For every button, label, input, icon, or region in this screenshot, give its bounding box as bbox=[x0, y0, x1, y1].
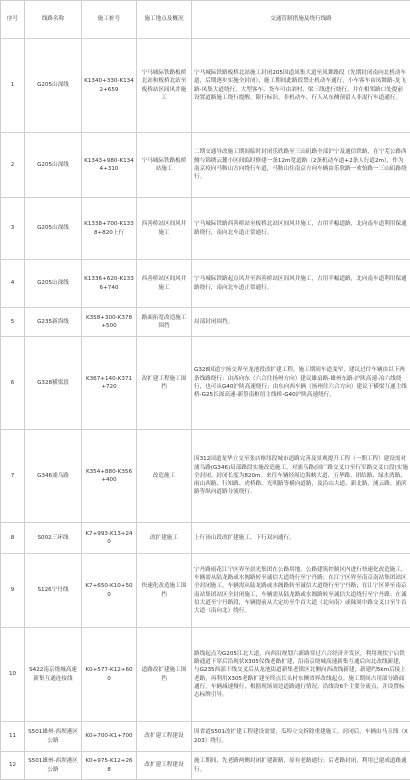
table-row bbox=[1, 628, 410, 722]
row-location: 改扩建工程建设 bbox=[137, 752, 192, 780]
row-pile: K7+650-K10+500 bbox=[82, 554, 137, 628]
table-row bbox=[1, 554, 410, 628]
row-pile: K0+700-K1+700 bbox=[82, 722, 137, 752]
header-no: 序号 bbox=[1, 1, 25, 39]
table-row bbox=[1, 722, 410, 752]
row-location: 宁马城际铁路板桥站施工 bbox=[137, 133, 192, 198]
row-road: G235新海线 bbox=[25, 308, 82, 337]
row-no: 2 bbox=[1, 133, 25, 198]
row-no: 7 bbox=[1, 430, 25, 523]
row-location: 西善桥站区间风井施工 bbox=[137, 198, 192, 260]
row-pile: K7+993-K13+240 bbox=[82, 523, 137, 554]
table-row bbox=[1, 308, 410, 337]
row-road: G205山深线 bbox=[25, 198, 82, 260]
row-location: 改扩建工程施工围挡 bbox=[137, 337, 192, 430]
row-location: 快速化改造施工围挡 bbox=[137, 554, 192, 628]
row-location: 改扩建施工 bbox=[137, 523, 192, 554]
row-no: 4 bbox=[1, 260, 25, 308]
row-pile: K354+880-K356+400 bbox=[82, 430, 137, 523]
row-pile: K0+577-K12+600 bbox=[82, 628, 137, 722]
row-measure: 二期交通导改施工期间临时封闭乐欣路至三山矶路全部沪宁及通信铁路，在宁芜公路西侧与锦绣云麓小区间临时修建一条12m宽道路（2条机动车道+2条人行道2m），作为南京疫向马鞍山方向绕行车道，马鞍山往南京方向车辆由乐欣路一欢怡路一三山矶路绕行。 bbox=[192, 133, 410, 198]
row-road: S422南京绕城高速新集互通连接线 bbox=[25, 628, 82, 722]
row-no: 5 bbox=[1, 308, 25, 337]
table-row bbox=[1, 337, 410, 430]
row-road: G346浦乌路 bbox=[25, 430, 82, 523]
table-row bbox=[1, 198, 410, 260]
row-measure: 局部封闭围挡。 bbox=[192, 308, 410, 337]
row-road: S002三环线 bbox=[25, 523, 82, 554]
header-road: 线路名称 bbox=[25, 1, 82, 39]
row-location: 宁马城际铁路板桥北站和板桥北站至板桥站区间风井施工 bbox=[137, 39, 192, 133]
row-pile: K1336+620-K1336+740 bbox=[82, 260, 137, 308]
row-road: G205山深线 bbox=[25, 39, 82, 133]
row-location: 改造施工 bbox=[137, 430, 192, 523]
row-measure: 上行汤山段改扩建施工，下行双向通行。 bbox=[192, 523, 410, 554]
row-road: S126宁丹线 bbox=[25, 554, 82, 628]
row-location: 道路改扩建施工围挡 bbox=[137, 628, 192, 722]
row-measure: 路线起点为G205江北大道，向西沿规划六新路穿过六合经济开发区，利用现状宁启铁路通道下穿后沿现状X305仪线老路扩建，沿南京绕城高速新集互通后向北改线新建，与G235西部干线交叉后从龙池街道新集老镇区北侧向西改线新建，新建约5km后接上老路，再利用X305老路扩建至终点长头村东侧省界改线起点。施工期间占用部分路面通行，车辆减速慢行，根据现场周边道路通行情况，沿线设6个主要分流点，并设置标志标牌引导。 bbox=[192, 628, 410, 722]
table-header-row bbox=[1, 1, 410, 39]
table-row bbox=[1, 133, 410, 198]
row-road: S501雄州-西坝港区公路 bbox=[25, 752, 82, 780]
row-pile: K358+300-K378+500 bbox=[82, 308, 137, 337]
row-road: G328横梁段 bbox=[25, 337, 82, 430]
row-measure: 施工期间，先老路两侧封闭扩建新路，原有老路通行；后老路封闭，利用已建成道路通行。 bbox=[192, 752, 410, 780]
table-row bbox=[1, 523, 410, 554]
row-location: 改扩建工程建设 bbox=[137, 722, 192, 752]
row-measure: 宁马城际铁路西善桥站至板桥北站区间风井施工，占用半幅道路，北向南车道利用保通路绕行，南向北车道正常通行。 bbox=[192, 198, 410, 260]
row-no: 1 bbox=[1, 39, 25, 133]
table-row bbox=[1, 752, 410, 780]
header-measure: 交通管制措施及绕行线路 bbox=[192, 1, 410, 39]
row-no: 10 bbox=[1, 628, 25, 722]
row-no: 11 bbox=[1, 722, 25, 752]
header-pile: 施工桩号 bbox=[82, 1, 137, 39]
row-pile: K367+140-K371+720 bbox=[82, 337, 137, 430]
row-road: G205山深线 bbox=[25, 260, 82, 308]
row-location: 西善桥站区间风井施工 bbox=[137, 260, 192, 308]
table-row bbox=[1, 39, 410, 133]
row-measure: 因312国道龙华立交至张店枢纽段城市道路完善及景观提升工程（一期工程）建设需对浦乌路(G346)局部路段实施改造施工，对浦乌路(国广路交叉口至行军路交叉口段)实施全封闭。封闭长度为820m。来往车辆经周边海峡大道、五华路、团结路、绿水湾路、雨山西路、行知路、虎桥路、光明路等横向道路，及沿山大道、新北路、浦云路、浦滨路等纵向道路分流绕行。 bbox=[192, 430, 410, 523]
row-measure: 宁马城际铁路板桥北站施工封闭205国道凤集大道至凤舞路段（先期封闭南向北机动车道，后期逐步实施全封闭），施工期间此路段禁止机动车通行，小车客车由凤舞路-龙飞路-凤集大道绕行，大型客车、货车可由刘村、梁三线进行绕行，并在相邻路口处提前设置道路施工绕行提醒，限行标识。非机动车、行人从东侧预留人非混行车道通行。 bbox=[192, 39, 410, 133]
row-no: 8 bbox=[1, 523, 25, 554]
row-no: 6 bbox=[1, 337, 25, 430]
row-measure: G328国道宁扬交界至龙池段改扩建工程。施工期间车道变窄，建议过往车辆由以下两条线路绕行：由西向东（六合往扬州方向）建议雄扇路-雄州东路-沪陕高速-冶六线绕行，也可从G40沪陕高速绕行；由东向西车辆（扬州往六合方向）建议于横梁互通主线桥-G25长深高速-新篁南枢纽主线桥-G40沪陕高速绕行。 bbox=[192, 337, 410, 430]
row-road: G205山深线 bbox=[25, 133, 82, 198]
row-pile: K0+975-K12+268 bbox=[82, 752, 137, 780]
row-road: S501雄州-西坝港区公路 bbox=[25, 722, 82, 752]
row-pile: K1338+700-K1338+820上行 bbox=[82, 198, 137, 260]
header-location: 施工地点及概况 bbox=[137, 1, 192, 39]
row-measure: 宁丹路雨花江宁区界至晨光集团在公路用地、公路建筑控制区内进行快速化改造施工，车辆需从陆龙路或水阁路转至诚信大道绕行至宁丹路；在江宁区界至南京南站集团站区全封闭施工，车辆需从陆龙路或水阁路转至诚信大道绕行至宁丹路；在江宁区界至南京南站集团站区全封闭施工，车辆需从陆龙路或水阁路转至诚信大道绕行至宁丹路；在诚信大道至宁丹路段，车辆提前从大定坊至牛首大道（北向南）或秣周中路交叉口至牛首大道（南向北）绕行。 bbox=[192, 554, 410, 628]
table-row bbox=[1, 430, 410, 523]
row-no: 3 bbox=[1, 198, 25, 260]
row-pile: K1343+980-K1344+310 bbox=[82, 133, 137, 198]
row-pile: K1340+330-K1342+659 bbox=[82, 39, 137, 133]
row-location: 路面拓宽改造施工围挡 bbox=[137, 308, 192, 337]
row-no: 12 bbox=[1, 752, 25, 780]
row-measure: 因省道S501改扩建工程建设需要，瓜埠立交拆除重建施工。封闭后，车辆由马玉线（X203）绕行。 bbox=[192, 722, 410, 752]
table-row bbox=[1, 260, 410, 308]
row-no: 9 bbox=[1, 554, 25, 628]
row-measure: 宁马城际铁路起点风井至西善桥站区间风井施工，占用半幅道路，北向南车道利用保通路绕行，南向北车道正常通行。 bbox=[192, 260, 410, 308]
